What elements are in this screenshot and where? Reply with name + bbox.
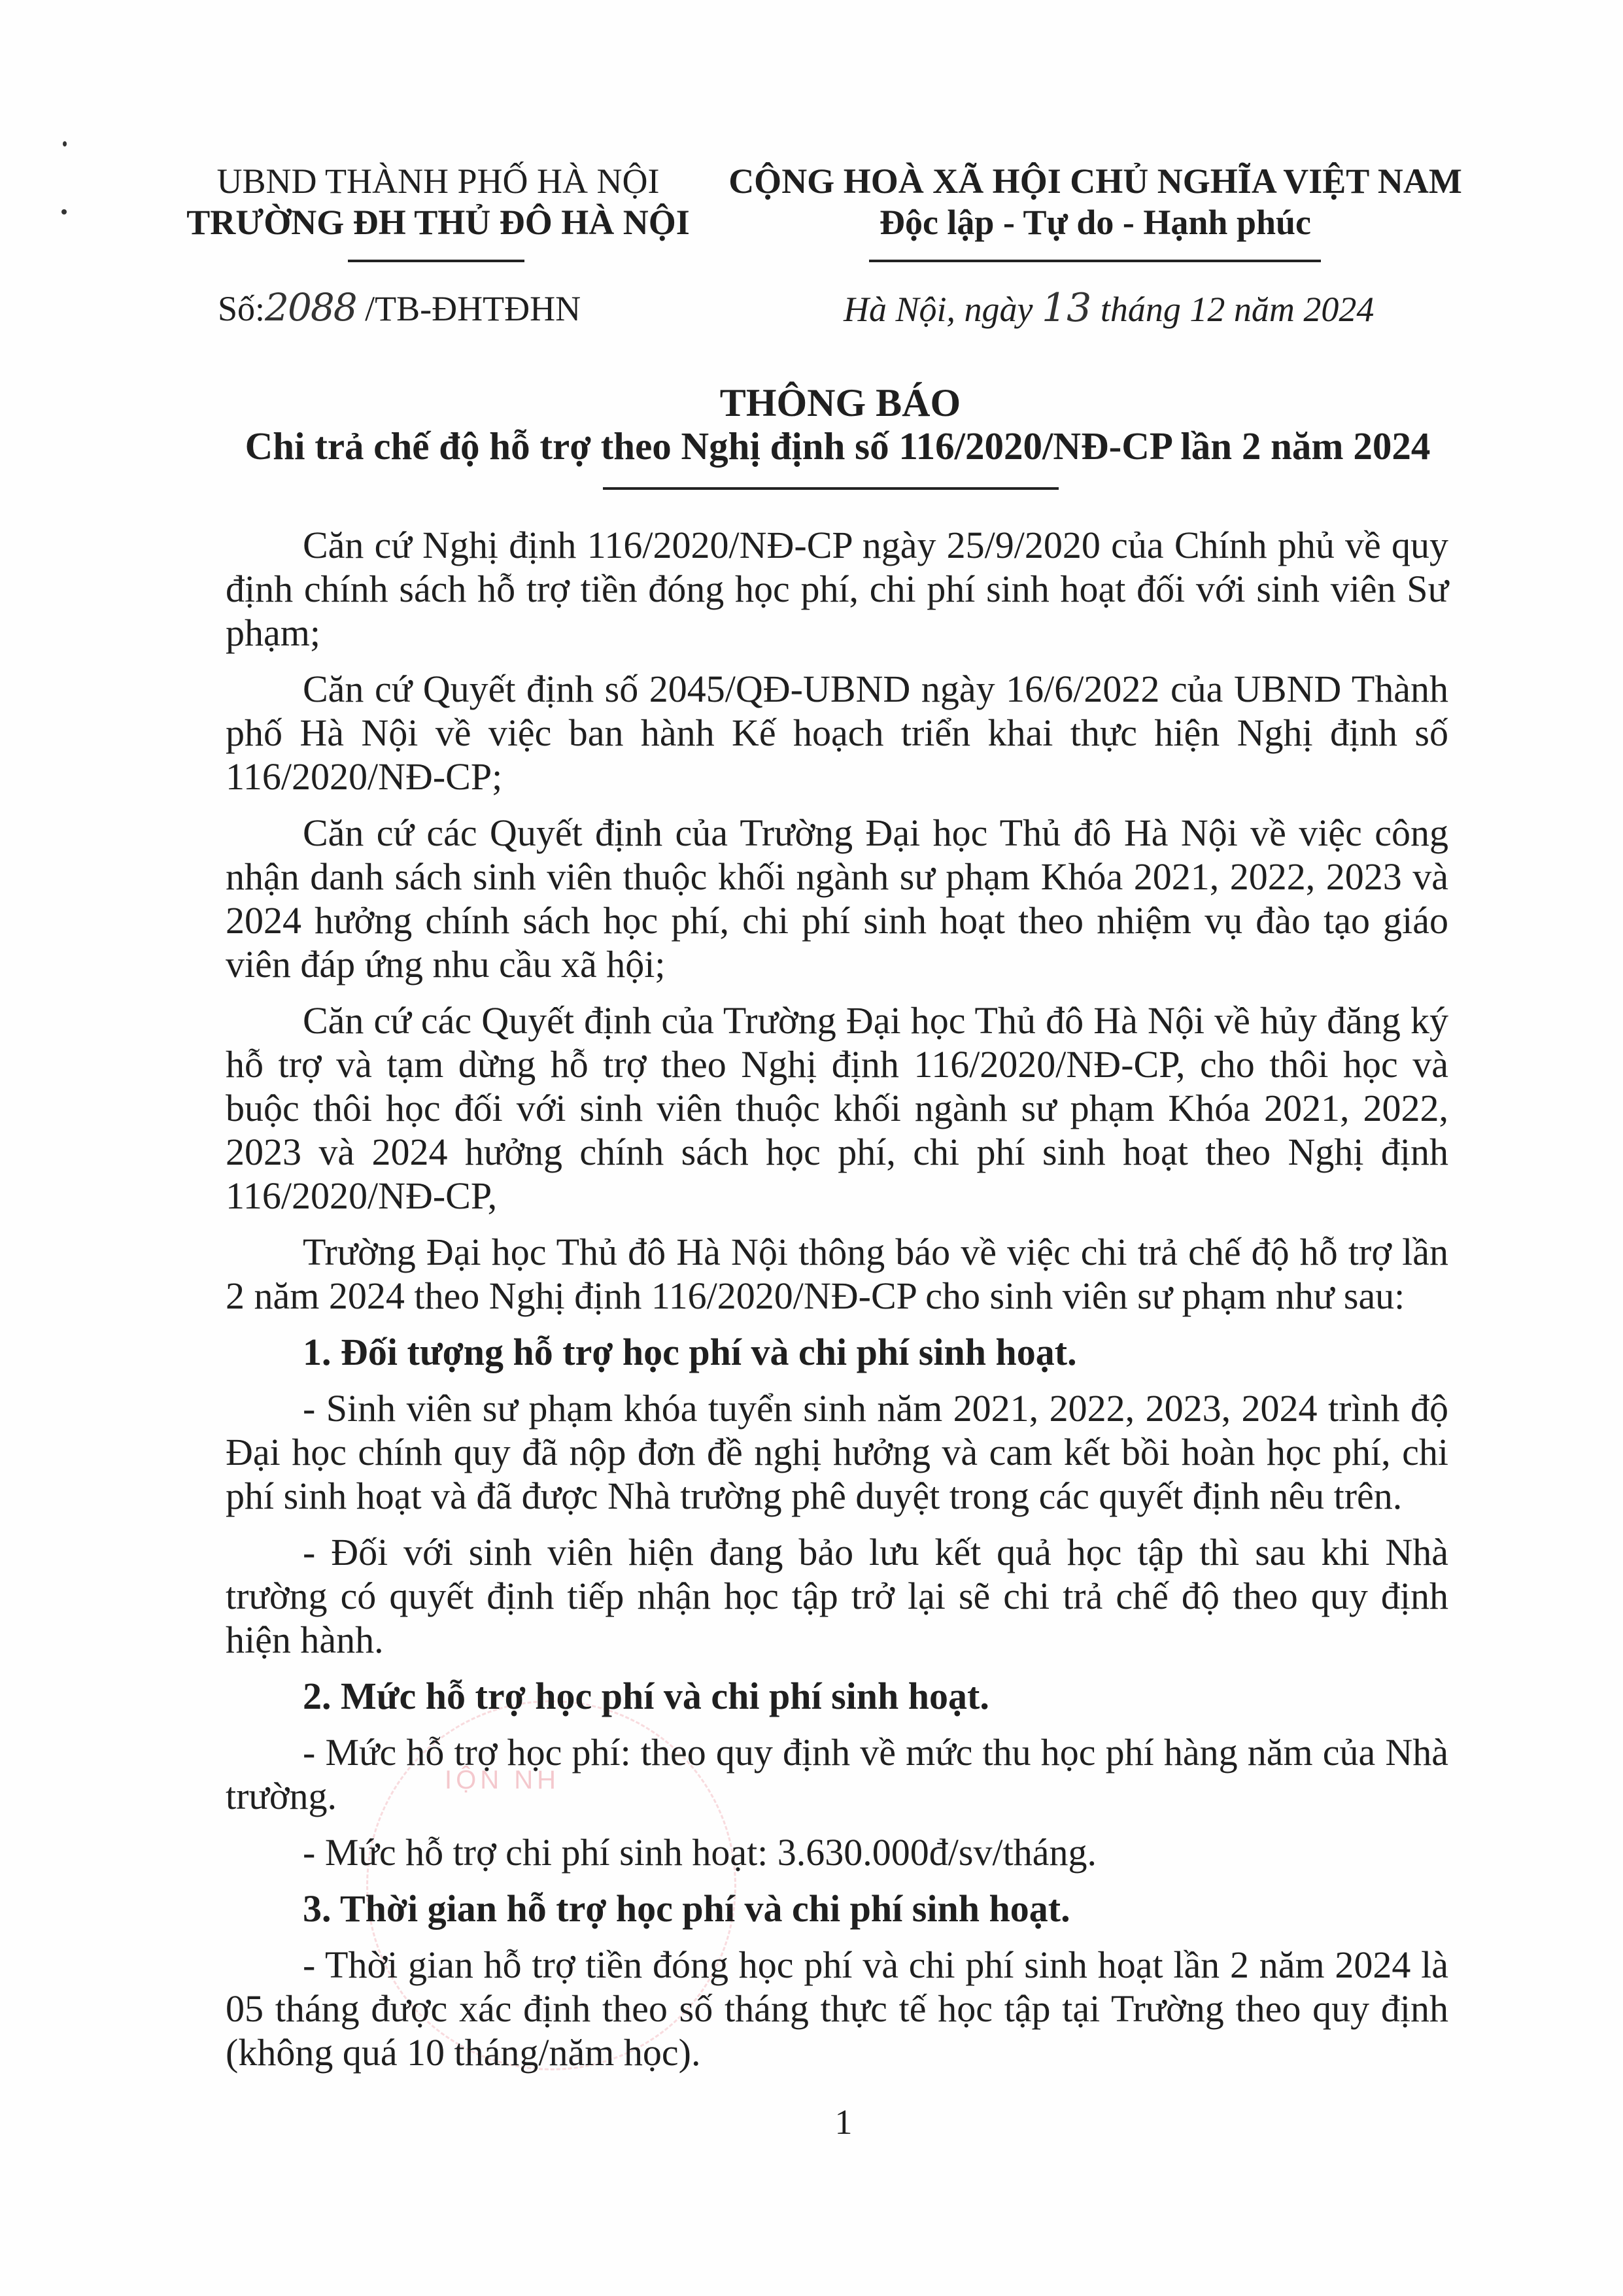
doc-number-suffix: /TB-ĐHTĐHN xyxy=(356,289,581,328)
scan-speck xyxy=(63,141,67,146)
document-body xyxy=(226,523,1448,2087)
national-motto xyxy=(719,161,1471,243)
document-title: THÔNG BÁO xyxy=(719,381,961,424)
section-1-item: - Sinh viên sư phạm khóa tuyển sinh năm 2021, 2022, 2023, 2024 trình độ Đại học chính quy đã nộp đơn đề nghị hưởng và cam kết bồi hoàn học phí, chi phí sinh hoạt và đã được Nhà trường phê duyệt trong các quyết định nêu trên. xyxy=(226,1387,1448,1517)
authority-name: TRƯỜNG ĐH THỦ ĐÔ HÀ NỘI xyxy=(186,203,690,242)
country-name: CỘNG HOÀ XÃ HỘI CHỦ NGHĨA VIỆT NAM xyxy=(728,162,1462,201)
stamp-text: IỘN NH xyxy=(445,1766,560,1794)
legal-basis-paragraph: Căn cứ các Quyết định của Trường Đại học Thủ đô Hà Nội về việc công nhận danh sách sinh viên thuộc khối ngành sư phạm Khóa 2021, 2022, 2023 và 2024 hưởng chính sách học phí, chi phí sinh hoạt theo nhiệm vụ đào tạo giáo viên đáp ứng nhu cầu xã hội; xyxy=(226,812,1448,985)
document-number xyxy=(218,285,581,330)
motto: Độc lập - Tự do - Hạnh phúc xyxy=(879,203,1312,242)
announcement-intro: Trường Đại học Thủ đô Hà Nội thông báo về việc chi trả chế độ hỗ trợ lần 2 năm 2024 theo Nghị định 116/2020/NĐ-CP cho sinh viên sư phạm như sau: xyxy=(226,1231,1448,1317)
date-day-handwritten: 13 xyxy=(1042,285,1092,331)
section-heading-2: 2. Mức hỗ trợ học phí và chi phí sinh hoạt. xyxy=(303,1675,989,1717)
doc-number-handwritten: 2088 xyxy=(265,285,356,330)
date-prefix: Hà Nội, ngày xyxy=(844,290,1042,329)
issuing-authority xyxy=(163,161,713,243)
authority-underline xyxy=(348,260,524,262)
legal-basis-paragraph: Căn cứ Quyết định số 2045/QĐ-UBND ngày 16/6/2022 của UBND Thành phố Hà Nội về việc ban hành Kế hoạch triển khai thực hiện Nghị định số 116/2020/NĐ-CP; xyxy=(226,668,1448,798)
doc-number-prefix: Số: xyxy=(218,289,265,328)
page-number: 1 xyxy=(834,2102,853,2142)
section-heading-3: 3. Thời gian hỗ trợ học phí và chi phí sinh hoạt. xyxy=(303,1887,1070,1930)
section-3-item: - Thời gian hỗ trợ tiền đóng học phí và chi phí sinh hoạt lần 2 năm 2024 là 05 tháng được xác định theo số tháng thực tế học tập tại Trường theo quy định (không quá 10 tháng/năm học). xyxy=(226,1944,1448,2074)
section-2-item: - Mức hỗ trợ học phí: theo quy định về mức thu học phí hàng năm của Nhà trường. xyxy=(226,1731,1448,1817)
legal-basis-paragraph: Căn cứ Nghị định 116/2020/NĐ-CP ngày 25/9/2020 của Chính phủ về quy định chính sách hỗ trợ tiền đóng học phí, chi phí sinh hoạt đối với sinh viên Sư phạm; xyxy=(226,524,1448,654)
document-date xyxy=(844,285,1374,331)
section-heading-1: 1. Đối tượng hỗ trợ học phí và chi phí sinh hoạt. xyxy=(303,1331,1077,1373)
section-1-item: - Đối với sinh viên hiện đang bảo lưu kết quả học tập thì sau khi Nhà trường có quyết định tiếp nhận học tập trở lại sẽ chi trả chế độ theo quy định hiện hành. xyxy=(226,1531,1448,1661)
authority-parent: UBND THÀNH PHỐ HÀ NỘI xyxy=(216,162,660,201)
section-2-item: - Mức hỗ trợ chi phí sinh hoạt: 3.630.000đ/sv/tháng. xyxy=(303,1831,1097,1874)
legal-basis-paragraph: Căn cứ các Quyết định của Trường Đại học Thủ đô Hà Nội về hủy đăng ký hỗ trợ và tạm dừng hỗ trợ theo Nghị định 116/2020/NĐ-CP, cho thôi học và buộc thôi học đối với sinh viên thuộc khối ngành sư phạm Khóa 2021, 2022, 2023 và 2024 hưởng chính sách học phí, chi phí sinh hoạt theo Nghị định 116/2020/NĐ-CP, xyxy=(226,999,1448,1217)
scan-speck xyxy=(61,209,67,214)
title-underline xyxy=(603,487,1059,490)
date-suffix: tháng 12 năm 2024 xyxy=(1091,290,1375,329)
document-subtitle: Chi trả chế độ hỗ trợ theo Nghị định số 116/2020/NĐ-CP lần 2 năm 2024 xyxy=(245,424,1431,468)
motto-underline xyxy=(869,260,1321,262)
